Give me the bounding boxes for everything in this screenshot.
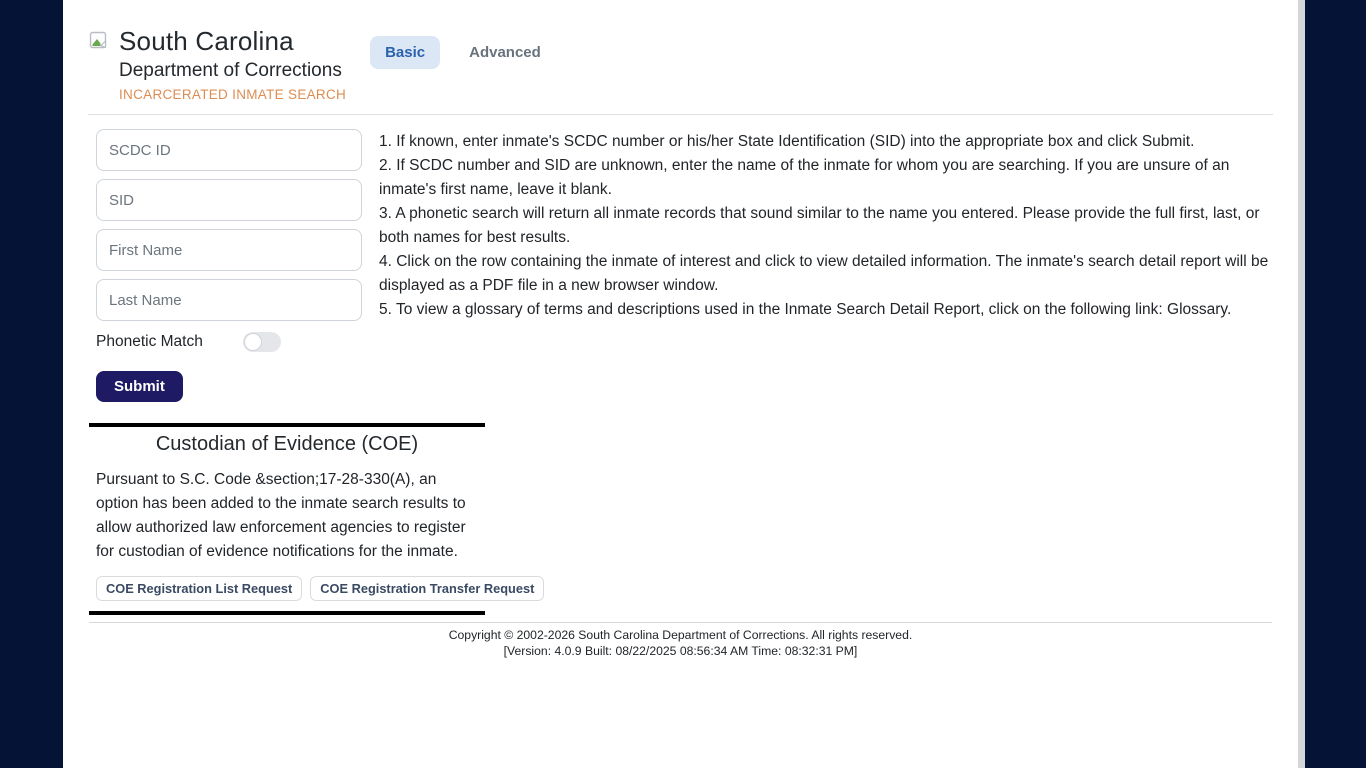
header (89, 26, 1272, 102)
toggle-knob (244, 333, 262, 351)
footer (89, 622, 1272, 659)
search-mode-tabs (370, 36, 556, 69)
scrollbar[interactable] (1298, 0, 1305, 768)
phonetic-match-row (96, 329, 362, 355)
sid-input[interactable] (96, 179, 362, 221)
coe-registration-transfer-request-button[interactable]: COE Registration Transfer Request (310, 576, 544, 601)
instruction-item-3: 3. A phonetic search will return all inmate records that sound similar to the name you entered. Please provide the full first, last, or both names for best results. (379, 205, 1260, 246)
brand-text (119, 26, 346, 102)
coe-registration-list-request-button[interactable]: COE Registration List Request (96, 576, 302, 601)
content-area (63, 0, 1298, 768)
broken-image-icon (89, 30, 109, 50)
coe-body: Pursuant to S.C. Code &section;17-28-330(A), an option has been added to the inmate search results to allow authorized law enforcement agencies to register for custodian of evidence notifications for the inmate. (96, 471, 466, 560)
brand (89, 26, 346, 102)
instruction-item-5: 5. To view a glossary of terms and descriptions used in the Inmate Search Detail Report, click on the following link: Glossary. (379, 301, 1232, 318)
tab-advanced[interactable]: Advanced (469, 44, 541, 61)
page-tagline: INCARCERATED INMATE SEARCH (119, 87, 347, 102)
scdc-id-input[interactable] (96, 129, 362, 171)
page-subtitle: Department of Corrections (119, 60, 342, 81)
last-name-input[interactable] (96, 279, 362, 321)
footer-divider (89, 622, 1272, 623)
submit-button[interactable]: Submit (96, 371, 183, 402)
instruction-item-4: 4. Click on the row containing the inmate of interest and click to view detailed information. The inmate's search detail report will be displayed as a PDF file in a new browser window. (379, 253, 1269, 294)
coe-title: Custodian of Evidence (COE) (155, 433, 419, 455)
page-title: South Carolina (119, 26, 294, 56)
instruction-item-1: 1. If known, enter inmate's SCDC number or his/her State Identification (SID) into the appropriate box and click Submit. (379, 133, 1195, 150)
phonetic-match-toggle[interactable] (243, 332, 281, 352)
phonetic-match-label: Phonetic Match (96, 333, 203, 350)
instructions (379, 129, 1272, 615)
main (89, 115, 1272, 615)
search-form (89, 129, 535, 615)
instruction-item-2: 2. If SCDC number and SID are unknown, enter the name of the inmate for whom you are searching. If you are unsure of an inmate's first name, leave it blank. (379, 157, 1230, 198)
tab-basic[interactable]: Basic (370, 36, 440, 69)
first-name-input[interactable] (96, 229, 362, 271)
footer-version: [Version: 4.0.9 Built: 08/22/2025 08:56:34 AM Time: 08:32:31 PM] (503, 644, 858, 658)
footer-copyright: Copyright © 2002-2026 South Carolina Department of Corrections. All rights reserved. (448, 628, 913, 642)
